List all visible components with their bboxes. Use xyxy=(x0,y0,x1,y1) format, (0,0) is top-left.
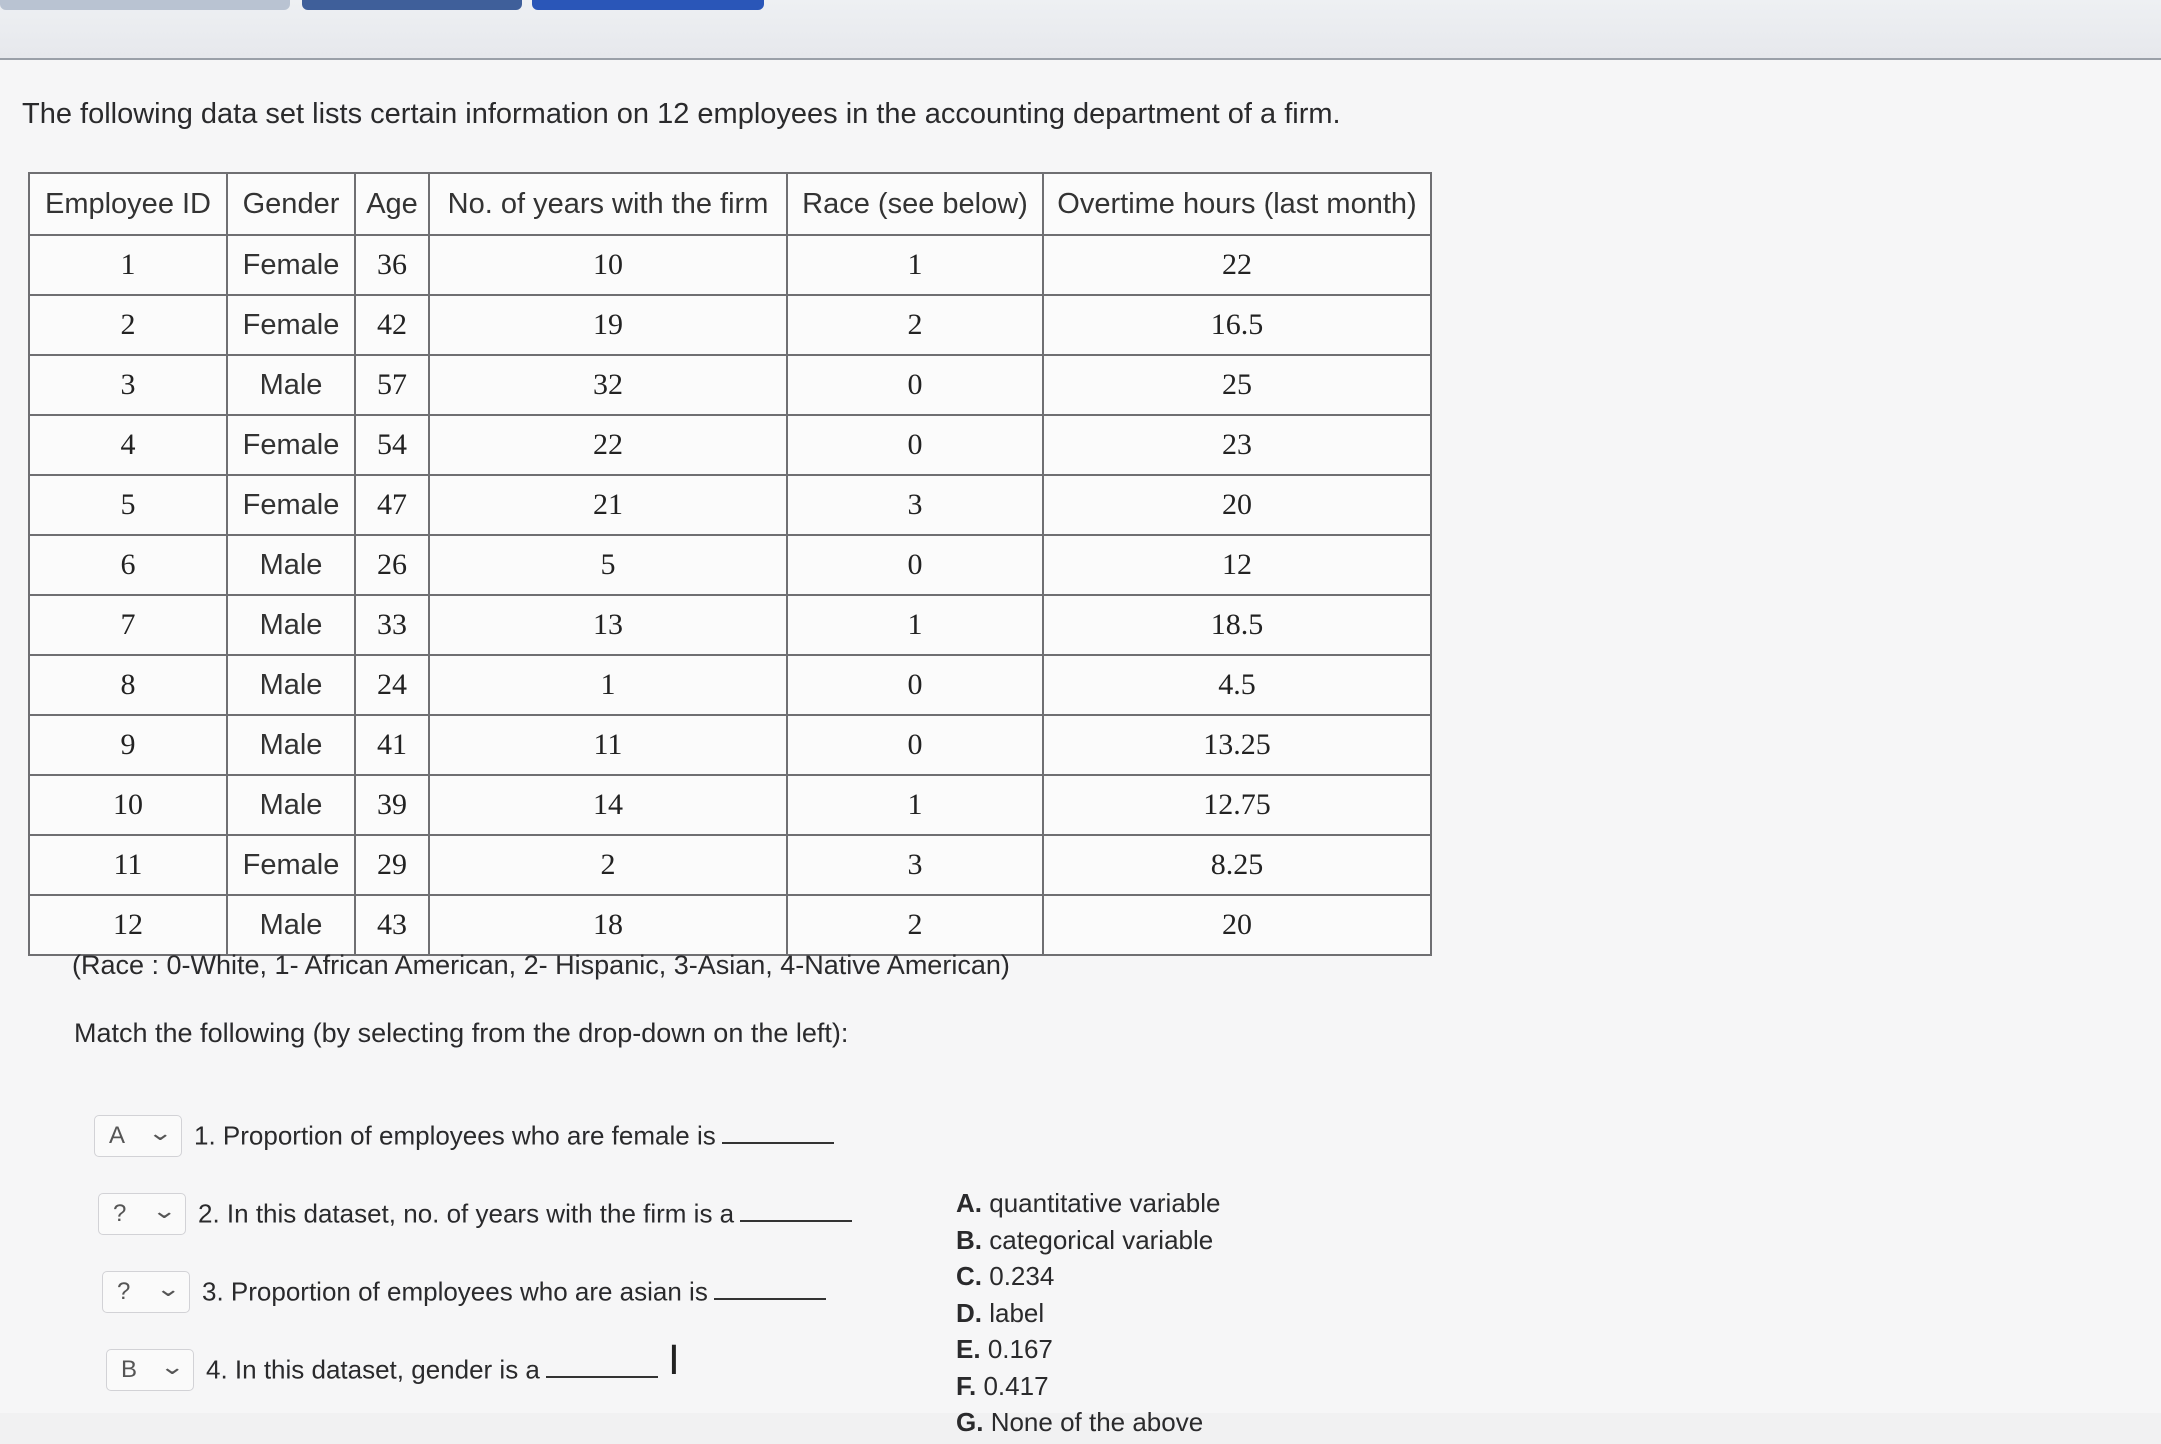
cell-id: 8 xyxy=(29,655,227,715)
race-legend: (Race : 0-White, 1- African American, 2- Hispanic, 3-Asian, 4-Native American) xyxy=(72,950,1010,980)
intro-text: The following data set lists certain information on 12 employees in the accounting department of a firm. xyxy=(22,98,1341,130)
cell-id: 5 xyxy=(29,475,227,535)
tab-1[interactable] xyxy=(0,0,290,10)
header-years: No. of years with the firm xyxy=(429,173,787,235)
cell-id: 11 xyxy=(29,835,227,895)
table-row xyxy=(29,475,1431,535)
answer-blank xyxy=(714,1284,826,1300)
option-item xyxy=(956,1334,1221,1371)
cell-id: 2 xyxy=(29,295,227,355)
cell-overtime: 18.5 xyxy=(1043,595,1431,655)
option-item xyxy=(956,1298,1221,1335)
cell-years: 18 xyxy=(429,895,787,955)
table-row xyxy=(29,295,1431,355)
cell-years: 13 xyxy=(429,595,787,655)
question-3 xyxy=(102,1271,826,1313)
option-letter: E. xyxy=(956,1334,981,1364)
answer-dropdown-2[interactable] xyxy=(98,1193,186,1235)
option-letter: F. xyxy=(956,1370,977,1401)
cell-age: 24 xyxy=(355,655,429,715)
cell-race: 2 xyxy=(787,895,1043,955)
option-text: 0.167 xyxy=(987,1334,1053,1364)
cell-overtime: 25 xyxy=(1043,355,1431,415)
option-item xyxy=(956,1188,1221,1225)
cell-age: 42 xyxy=(355,295,429,355)
cell-gender: Female xyxy=(227,295,355,355)
cell-id: 7 xyxy=(29,595,227,655)
cell-id: 6 xyxy=(29,535,227,595)
cell-id: 9 xyxy=(29,715,227,775)
cell-id: 12 xyxy=(29,895,227,955)
answer-options-list xyxy=(956,1188,1221,1444)
question-text: 4. In this dataset, gender is a xyxy=(206,1354,540,1385)
option-text: 0.234 xyxy=(989,1261,1055,1291)
cell-age: 47 xyxy=(355,475,429,535)
option-text: label xyxy=(989,1297,1045,1328)
cell-overtime: 12 xyxy=(1043,535,1431,595)
dropdown-value: ? xyxy=(113,1200,127,1227)
option-item xyxy=(956,1261,1221,1298)
chevron-down-icon: ⌄ xyxy=(150,1198,177,1223)
cell-gender: Male xyxy=(227,355,355,415)
cell-overtime: 4.5 xyxy=(1043,655,1431,715)
option-item xyxy=(956,1371,1221,1408)
cell-years: 1 xyxy=(429,655,787,715)
cell-years: 2 xyxy=(429,835,787,895)
cell-age: 39 xyxy=(355,775,429,835)
cell-gender: Female xyxy=(227,475,355,535)
cell-gender: Male xyxy=(227,715,355,775)
header-employee-id: Employee ID xyxy=(29,173,227,235)
header-race: Race (see below) xyxy=(787,173,1043,235)
cell-age: 43 xyxy=(355,895,429,955)
cell-overtime: 23 xyxy=(1043,415,1431,475)
table-row xyxy=(29,835,1431,895)
table-header-row xyxy=(29,173,1431,235)
cell-years: 22 xyxy=(429,415,787,475)
cell-race: 0 xyxy=(787,415,1043,475)
cell-id: 10 xyxy=(29,775,227,835)
cell-age: 33 xyxy=(355,595,429,655)
cell-race: 0 xyxy=(787,715,1043,775)
option-letter: C. xyxy=(956,1261,982,1291)
cell-age: 57 xyxy=(355,355,429,415)
question-text: 1. Proportion of employees who are female is xyxy=(194,1120,716,1151)
cell-overtime: 8.25 xyxy=(1043,835,1431,895)
answer-blank xyxy=(722,1128,834,1144)
cell-race: 3 xyxy=(787,835,1043,895)
cell-overtime: 22 xyxy=(1043,235,1431,295)
option-letter: D. xyxy=(956,1297,982,1328)
cell-age: 54 xyxy=(355,415,429,475)
employee-data-table xyxy=(28,172,1432,956)
cell-age: 36 xyxy=(355,235,429,295)
cell-race: 2 xyxy=(787,295,1043,355)
header-gender: Gender xyxy=(227,173,355,235)
cell-gender: Male xyxy=(227,775,355,835)
cell-race: 3 xyxy=(787,475,1043,535)
chevron-down-icon: ⌄ xyxy=(154,1276,181,1301)
answer-blank xyxy=(546,1362,658,1378)
cell-race: 1 xyxy=(787,235,1043,295)
answer-dropdown-1[interactable] xyxy=(94,1115,182,1157)
cell-id: 4 xyxy=(29,415,227,475)
cell-race: 1 xyxy=(787,775,1043,835)
cell-overtime: 16.5 xyxy=(1043,295,1431,355)
question-content xyxy=(0,60,2161,1437)
question-text: 2. In this dataset, no. of years with the firm is a xyxy=(198,1198,735,1229)
cell-race: 0 xyxy=(787,655,1043,715)
cell-years: 10 xyxy=(429,235,787,295)
header-age: Age xyxy=(355,173,429,235)
cell-gender: Male xyxy=(227,655,355,715)
instruction-text: Match the following (by selecting from the drop-down on the left): xyxy=(74,1018,849,1048)
text-cursor-icon: I xyxy=(668,1338,680,1384)
chevron-down-icon: ⌄ xyxy=(146,1120,173,1145)
table-row xyxy=(29,595,1431,655)
cell-gender: Male xyxy=(227,895,355,955)
answer-blank xyxy=(740,1206,852,1222)
cell-race: 1 xyxy=(787,595,1043,655)
table-row xyxy=(29,775,1431,835)
cell-id: 1 xyxy=(29,235,227,295)
cell-race: 0 xyxy=(787,535,1043,595)
option-text: quantitative variable xyxy=(989,1188,1221,1218)
option-letter: B. xyxy=(956,1224,982,1255)
table-row xyxy=(29,415,1431,475)
table-row xyxy=(29,535,1431,595)
cell-age: 29 xyxy=(355,835,429,895)
option-text: None of the above xyxy=(990,1407,1204,1437)
tab-2[interactable] xyxy=(302,0,522,10)
cell-gender: Female xyxy=(227,235,355,295)
question-1 xyxy=(94,1115,834,1157)
cell-overtime: 13.25 xyxy=(1043,715,1431,775)
cell-years: 32 xyxy=(429,355,787,415)
tab-3[interactable] xyxy=(532,0,764,10)
option-text: 0.417 xyxy=(983,1370,1049,1401)
cell-gender: Male xyxy=(227,535,355,595)
dropdown-value: A xyxy=(109,1122,126,1149)
cell-years: 19 xyxy=(429,295,787,355)
dropdown-value: B xyxy=(121,1356,138,1383)
browser-top-bar xyxy=(0,0,2161,60)
table-row xyxy=(29,235,1431,295)
cell-overtime: 12.75 xyxy=(1043,775,1431,835)
cell-years: 21 xyxy=(429,475,787,535)
table-body xyxy=(29,235,1431,955)
table-row xyxy=(29,355,1431,415)
question-4 xyxy=(106,1349,658,1391)
option-item xyxy=(956,1407,1221,1444)
option-letter: G. xyxy=(956,1407,984,1437)
question-text: 3. Proportion of employees who are asian is xyxy=(202,1276,708,1307)
option-text: categorical variable xyxy=(989,1224,1214,1255)
cell-age: 41 xyxy=(355,715,429,775)
cell-race: 0 xyxy=(787,355,1043,415)
answer-dropdown-3[interactable] xyxy=(102,1271,190,1313)
cell-gender: Female xyxy=(227,835,355,895)
table-row xyxy=(29,895,1431,955)
cell-id: 3 xyxy=(29,355,227,415)
chevron-down-icon: ⌄ xyxy=(158,1354,185,1379)
cell-overtime: 20 xyxy=(1043,895,1431,955)
cell-gender: Male xyxy=(227,595,355,655)
table-row xyxy=(29,715,1431,775)
option-letter: A. xyxy=(956,1188,982,1218)
option-item xyxy=(956,1225,1221,1262)
dropdown-value: ? xyxy=(117,1278,131,1305)
cell-years: 14 xyxy=(429,775,787,835)
cell-age: 26 xyxy=(355,535,429,595)
cell-gender: Female xyxy=(227,415,355,475)
question-2 xyxy=(98,1193,852,1235)
table-row xyxy=(29,655,1431,715)
cell-years: 5 xyxy=(429,535,787,595)
cell-overtime: 20 xyxy=(1043,475,1431,535)
header-overtime: Overtime hours (last month) xyxy=(1043,173,1431,235)
answer-dropdown-4[interactable] xyxy=(106,1349,194,1391)
cell-years: 11 xyxy=(429,715,787,775)
